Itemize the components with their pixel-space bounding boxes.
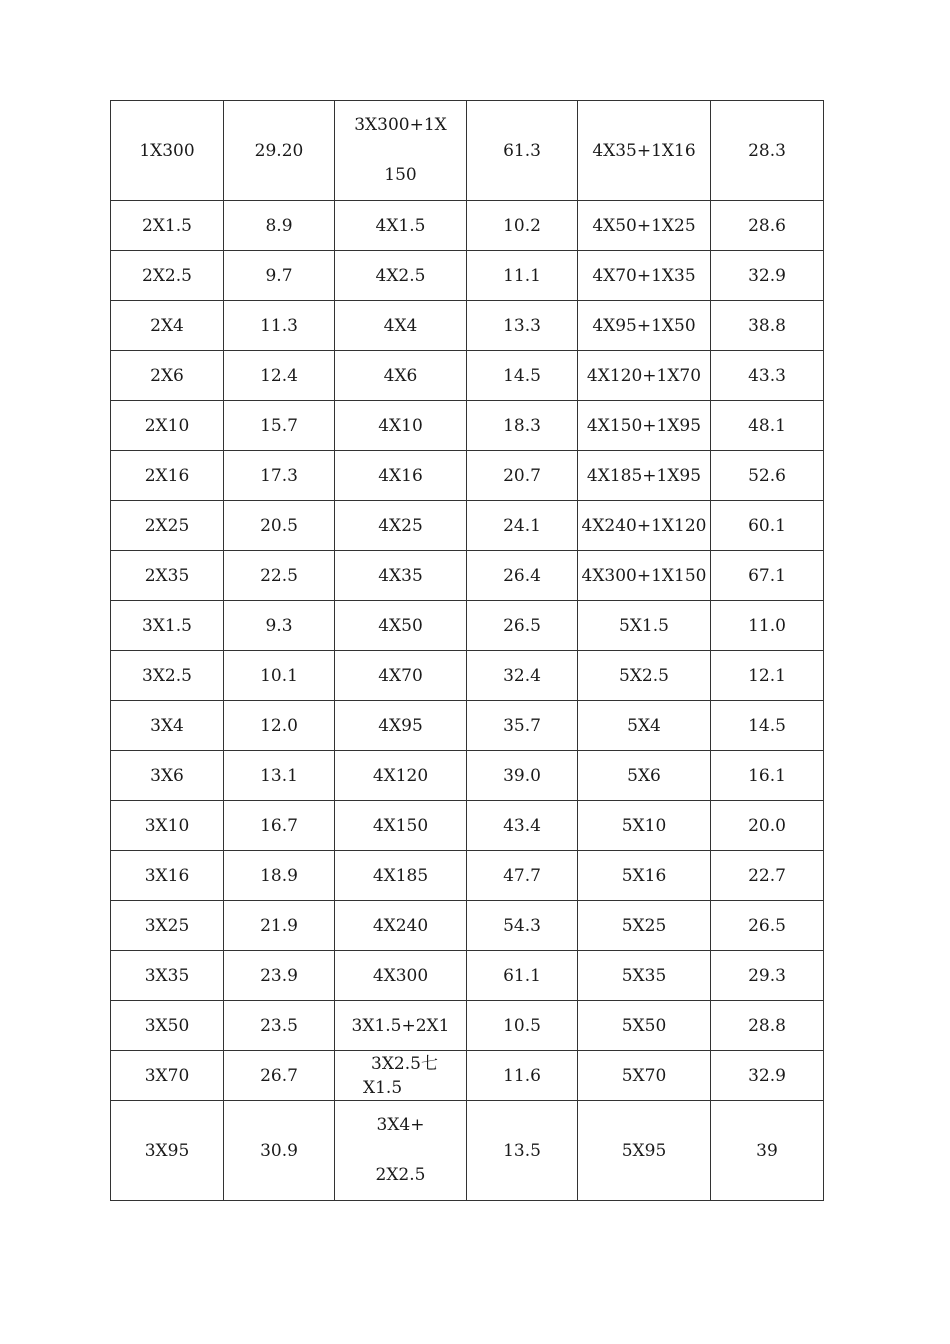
cell-text: 4X70 [378, 665, 423, 686]
cell-text: 29.20 [254, 140, 304, 161]
cell-text: 4X50+1X25 [592, 215, 696, 236]
cell-text: 22.5 [260, 565, 298, 586]
cell-text: 9.7 [265, 265, 293, 286]
table-cell [111, 451, 224, 501]
cell-text: 4X150 [372, 815, 429, 836]
table-cell [111, 201, 224, 251]
table-cell [335, 251, 467, 301]
table-cell [467, 901, 578, 951]
table-cell [578, 701, 711, 751]
table-cell [578, 201, 711, 251]
table-cell [335, 901, 467, 951]
cell-text: 5X6 [627, 765, 661, 786]
table-cell [111, 351, 224, 401]
table-cell [467, 801, 578, 851]
table-cell [711, 1001, 824, 1051]
cell-text: 13.1 [260, 765, 298, 786]
table-cell [335, 801, 467, 851]
cell-text: 3X16 [144, 865, 190, 886]
cell-text: 28.3 [748, 140, 786, 161]
cell-text: 26.5 [748, 915, 786, 936]
table-cell [711, 401, 824, 451]
cell-text: 4X25 [378, 515, 423, 536]
table-cell [578, 901, 711, 951]
cell-text: 4X1.5 [375, 215, 426, 236]
table-cell [578, 651, 711, 701]
table-cell [467, 501, 578, 551]
table-cell [335, 551, 467, 601]
table-cell [335, 201, 467, 251]
table-cell [578, 451, 711, 501]
cell-text: 10.5 [503, 1015, 541, 1036]
cell-text: 9.3 [265, 615, 293, 636]
cell-text: 26.5 [503, 615, 541, 636]
cell-text: 2X4 [150, 315, 184, 336]
cell-text: 5X1.5 [619, 615, 669, 636]
cell-text: 3X4 [150, 715, 184, 736]
cell-text: 2X1.5 [142, 215, 192, 236]
table-cell [224, 851, 335, 901]
table-row [111, 801, 824, 851]
table-cell [467, 1001, 578, 1051]
table-cell [578, 601, 711, 651]
table-row [111, 401, 824, 451]
cell-text: 5X4 [627, 715, 661, 736]
table-cell [224, 801, 335, 851]
table-cell [224, 651, 335, 701]
table-cell [578, 351, 711, 401]
cell-text: 4X2.5 [375, 265, 426, 286]
cell-text: 4X6 [383, 365, 418, 386]
cell-text: 52.6 [748, 465, 786, 486]
table-row [111, 1001, 824, 1051]
table-cell [711, 901, 824, 951]
cell-text: 13.5 [503, 1140, 541, 1161]
table-cell [711, 251, 824, 301]
table-cell [111, 101, 224, 201]
cell-text: 54.3 [503, 915, 541, 936]
table-cell [335, 451, 467, 501]
table-row [111, 701, 824, 751]
table-cell [111, 251, 224, 301]
cell-text: 35.7 [503, 715, 541, 736]
cell-text: 61.1 [503, 965, 541, 986]
table-cell [578, 1051, 711, 1101]
table-row [111, 651, 824, 701]
cell-text: 16.7 [260, 815, 298, 836]
table-cell [335, 751, 467, 801]
table-cell [578, 551, 711, 601]
cell-text: 2X16 [144, 465, 190, 486]
cell-text: 3X95 [144, 1140, 190, 1161]
cell-text: 5X2.5 [619, 665, 669, 686]
table-cell [578, 501, 711, 551]
table-cell [467, 601, 578, 651]
table-cell [111, 501, 224, 551]
table-cell [335, 1101, 467, 1201]
cell-text: 14.5 [503, 365, 541, 386]
table-cell [111, 851, 224, 901]
cell-text: 47.7 [503, 865, 541, 886]
cell-text: 20.5 [260, 515, 298, 536]
table-row [111, 1101, 824, 1201]
table-cell [467, 451, 578, 501]
table-cell [111, 551, 224, 601]
table-row [111, 551, 824, 601]
table-cell [224, 251, 335, 301]
cell-text: 4X10 [378, 415, 423, 436]
table-cell [578, 751, 711, 801]
cell-text: 29.3 [748, 965, 786, 986]
table-cell [111, 601, 224, 651]
table-row [111, 201, 824, 251]
cell-text: 3X50 [144, 1015, 190, 1036]
cell-text: 12.0 [260, 715, 298, 736]
table-cell [111, 701, 224, 751]
cell-text: 5X95 [621, 1140, 667, 1161]
table-cell [224, 301, 335, 351]
cell-text: 5X16 [621, 865, 667, 886]
table-cell [335, 601, 467, 651]
cell-text: 48.1 [748, 415, 786, 436]
table-cell [224, 1101, 335, 1201]
cell-text: 13.3 [503, 315, 541, 336]
cell-text: 10.2 [503, 215, 541, 236]
table-cell [335, 501, 467, 551]
table-cell [578, 251, 711, 301]
table-row [111, 851, 824, 901]
cell-text: 3X1.5 [142, 615, 192, 636]
cell-text: 2X35 [144, 565, 190, 586]
cell-text: 60.1 [748, 515, 786, 536]
cell-text: 23.5 [260, 1015, 298, 1036]
cell-text: 18.9 [260, 865, 298, 886]
table-row [111, 301, 824, 351]
cell-text: 5X50 [621, 1015, 667, 1036]
table-cell [111, 901, 224, 951]
table-cell [224, 501, 335, 551]
cell-text: 4X120+1X70 [586, 365, 702, 386]
cell-multiline-text: 3X2.5七 X1.5 [363, 1053, 438, 1098]
table-cell [224, 401, 335, 451]
table-cell [711, 651, 824, 701]
cell-text: 16.1 [748, 765, 786, 786]
cell-multiline-text: 3X300+1X 150 [354, 115, 447, 185]
cell-text: 5X10 [621, 815, 667, 836]
table-cell [467, 1051, 578, 1101]
table-cell [224, 101, 335, 201]
table-cell [335, 401, 467, 451]
table-cell [711, 451, 824, 501]
table-cell [111, 301, 224, 351]
cell-text: 11.6 [503, 1065, 541, 1086]
cell-text: 3X70 [144, 1065, 190, 1086]
cell-text: 4X70+1X35 [592, 265, 696, 286]
table-cell [467, 651, 578, 701]
table-cell [467, 951, 578, 1001]
table-cell [224, 751, 335, 801]
table-row [111, 751, 824, 801]
cell-text: 11.1 [503, 265, 541, 286]
cell-text: 4X300+1X150 [581, 565, 707, 586]
table-row [111, 351, 824, 401]
table-cell [711, 351, 824, 401]
cell-text: 20.7 [503, 465, 541, 486]
table-cell [335, 301, 467, 351]
table-cell [467, 851, 578, 901]
table-cell [335, 351, 467, 401]
table-cell [578, 1001, 711, 1051]
table-cell [224, 351, 335, 401]
cell-text: 15.7 [260, 415, 298, 436]
cell-text: 4X185+1X95 [586, 465, 702, 486]
cell-text: 11.0 [748, 615, 786, 636]
table-cell [224, 1051, 335, 1101]
cell-text: 2X25 [144, 515, 190, 536]
table-cell [578, 401, 711, 451]
cell-multiline-text: 3X4+ 2X2.5 [375, 1115, 426, 1185]
table-cell [711, 201, 824, 251]
cell-text: 1X300 [139, 140, 195, 161]
table-cell [578, 301, 711, 351]
table-cell [467, 551, 578, 601]
table-cell [335, 701, 467, 751]
cell-text: 3X35 [144, 965, 190, 986]
cell-text: 4X35 [378, 565, 423, 586]
table-cell [111, 1051, 224, 1101]
table-cell [467, 701, 578, 751]
table-cell [224, 201, 335, 251]
table-cell [711, 1101, 824, 1201]
cell-text: 8.9 [265, 215, 293, 236]
table-cell [578, 951, 711, 1001]
table-cell [578, 801, 711, 851]
table-cell [711, 501, 824, 551]
cell-text: 14.5 [748, 715, 786, 736]
cell-text: 43.4 [503, 815, 541, 836]
table-cell [224, 951, 335, 1001]
cell-text: 4X150+1X95 [586, 415, 702, 436]
table-cell [335, 101, 467, 201]
table-cell [111, 951, 224, 1001]
table-cell [711, 301, 824, 351]
cell-text: 3X6 [150, 765, 184, 786]
table-row [111, 901, 824, 951]
cell-text: 28.6 [748, 215, 786, 236]
cell-text: 3X25 [144, 915, 190, 936]
cell-text: 32.9 [748, 265, 786, 286]
cell-text: 61.3 [503, 140, 541, 161]
cell-text: 4X300 [372, 965, 429, 986]
cell-text: 5X70 [621, 1065, 667, 1086]
table-cell [467, 401, 578, 451]
table-row [111, 501, 824, 551]
cell-text: 43.3 [748, 365, 786, 386]
cell-text: 17.3 [260, 465, 298, 486]
cell-text: 3X2.5 [142, 665, 192, 686]
table-cell [111, 1001, 224, 1051]
table-row [111, 1051, 824, 1101]
cell-text: 22.7 [748, 865, 786, 886]
table-row [111, 951, 824, 1001]
table-row [111, 451, 824, 501]
table-cell [335, 851, 467, 901]
cell-text: 39.0 [503, 765, 541, 786]
table-cell [111, 751, 224, 801]
table-cell [335, 1051, 467, 1101]
table-cell [224, 551, 335, 601]
table-cell [711, 951, 824, 1001]
cell-text: 38.8 [748, 315, 786, 336]
cell-text: 4X35+1X16 [592, 140, 696, 161]
cell-text: 10.1 [260, 665, 298, 686]
table-cell [467, 101, 578, 201]
cell-text: 30.9 [260, 1140, 298, 1161]
table-cell [111, 1101, 224, 1201]
cell-text: 67.1 [748, 565, 786, 586]
table-cell [224, 451, 335, 501]
table-cell [578, 101, 711, 201]
cell-text: 12.1 [748, 665, 786, 686]
table-cell [711, 751, 824, 801]
cell-text: 3X1.5+2X1 [351, 1015, 450, 1036]
cell-text: 4X95 [378, 715, 423, 736]
cell-text: 4X240 [372, 915, 429, 936]
table-cell [335, 1001, 467, 1051]
cell-text: 5X25 [621, 915, 667, 936]
table-cell [111, 401, 224, 451]
table-cell [111, 651, 224, 701]
table-row [111, 101, 824, 201]
cell-text: 4X240+1X120 [581, 515, 707, 536]
table-cell [224, 901, 335, 951]
table-cell [711, 551, 824, 601]
cell-text: 28.8 [748, 1015, 786, 1036]
table-cell [711, 1051, 824, 1101]
cell-text: 4X4 [383, 315, 418, 336]
cell-text: 26.7 [260, 1065, 298, 1086]
table-cell [111, 801, 224, 851]
table-cell [467, 751, 578, 801]
cell-text: 18.3 [503, 415, 541, 436]
table-cell [224, 701, 335, 751]
cell-text: 32.4 [503, 665, 541, 686]
cell-text: 32.9 [748, 1065, 786, 1086]
cell-text: 4X185 [372, 865, 429, 886]
cell-text: 3X10 [144, 815, 190, 836]
cell-text: 4X50 [378, 615, 423, 636]
cell-text: 21.9 [260, 915, 298, 936]
table-cell [711, 701, 824, 751]
table-cell [467, 351, 578, 401]
cell-text: 39 [756, 1140, 778, 1161]
cell-text: 26.4 [503, 565, 541, 586]
cell-text: 4X120 [372, 765, 429, 786]
cell-text: 5X35 [621, 965, 667, 986]
table-body [111, 101, 824, 1201]
table-row [111, 251, 824, 301]
table-cell [467, 201, 578, 251]
table-cell [335, 651, 467, 701]
table-cell [224, 601, 335, 651]
table-cell [467, 301, 578, 351]
cell-text: 2X6 [150, 365, 184, 386]
cell-text: 4X16 [378, 465, 423, 486]
cell-text: 12.4 [260, 365, 298, 386]
table-row [111, 601, 824, 651]
table-cell [467, 251, 578, 301]
table-cell [224, 1001, 335, 1051]
table-cell [711, 101, 824, 201]
cell-text: 4X95+1X50 [592, 315, 696, 336]
table-cell [578, 1101, 711, 1201]
cable-spec-table [110, 100, 824, 1201]
table-cell [335, 951, 467, 1001]
table-cell [711, 851, 824, 901]
table-cell [711, 801, 824, 851]
table-cell [711, 601, 824, 651]
table-cell [578, 851, 711, 901]
cell-text: 11.3 [260, 315, 298, 336]
cell-text: 2X2.5 [142, 265, 192, 286]
cell-text: 23.9 [260, 965, 298, 986]
cell-text: 2X10 [144, 415, 190, 436]
cell-text: 20.0 [748, 815, 786, 836]
table-cell [467, 1101, 578, 1201]
cell-text: 24.1 [503, 515, 541, 536]
